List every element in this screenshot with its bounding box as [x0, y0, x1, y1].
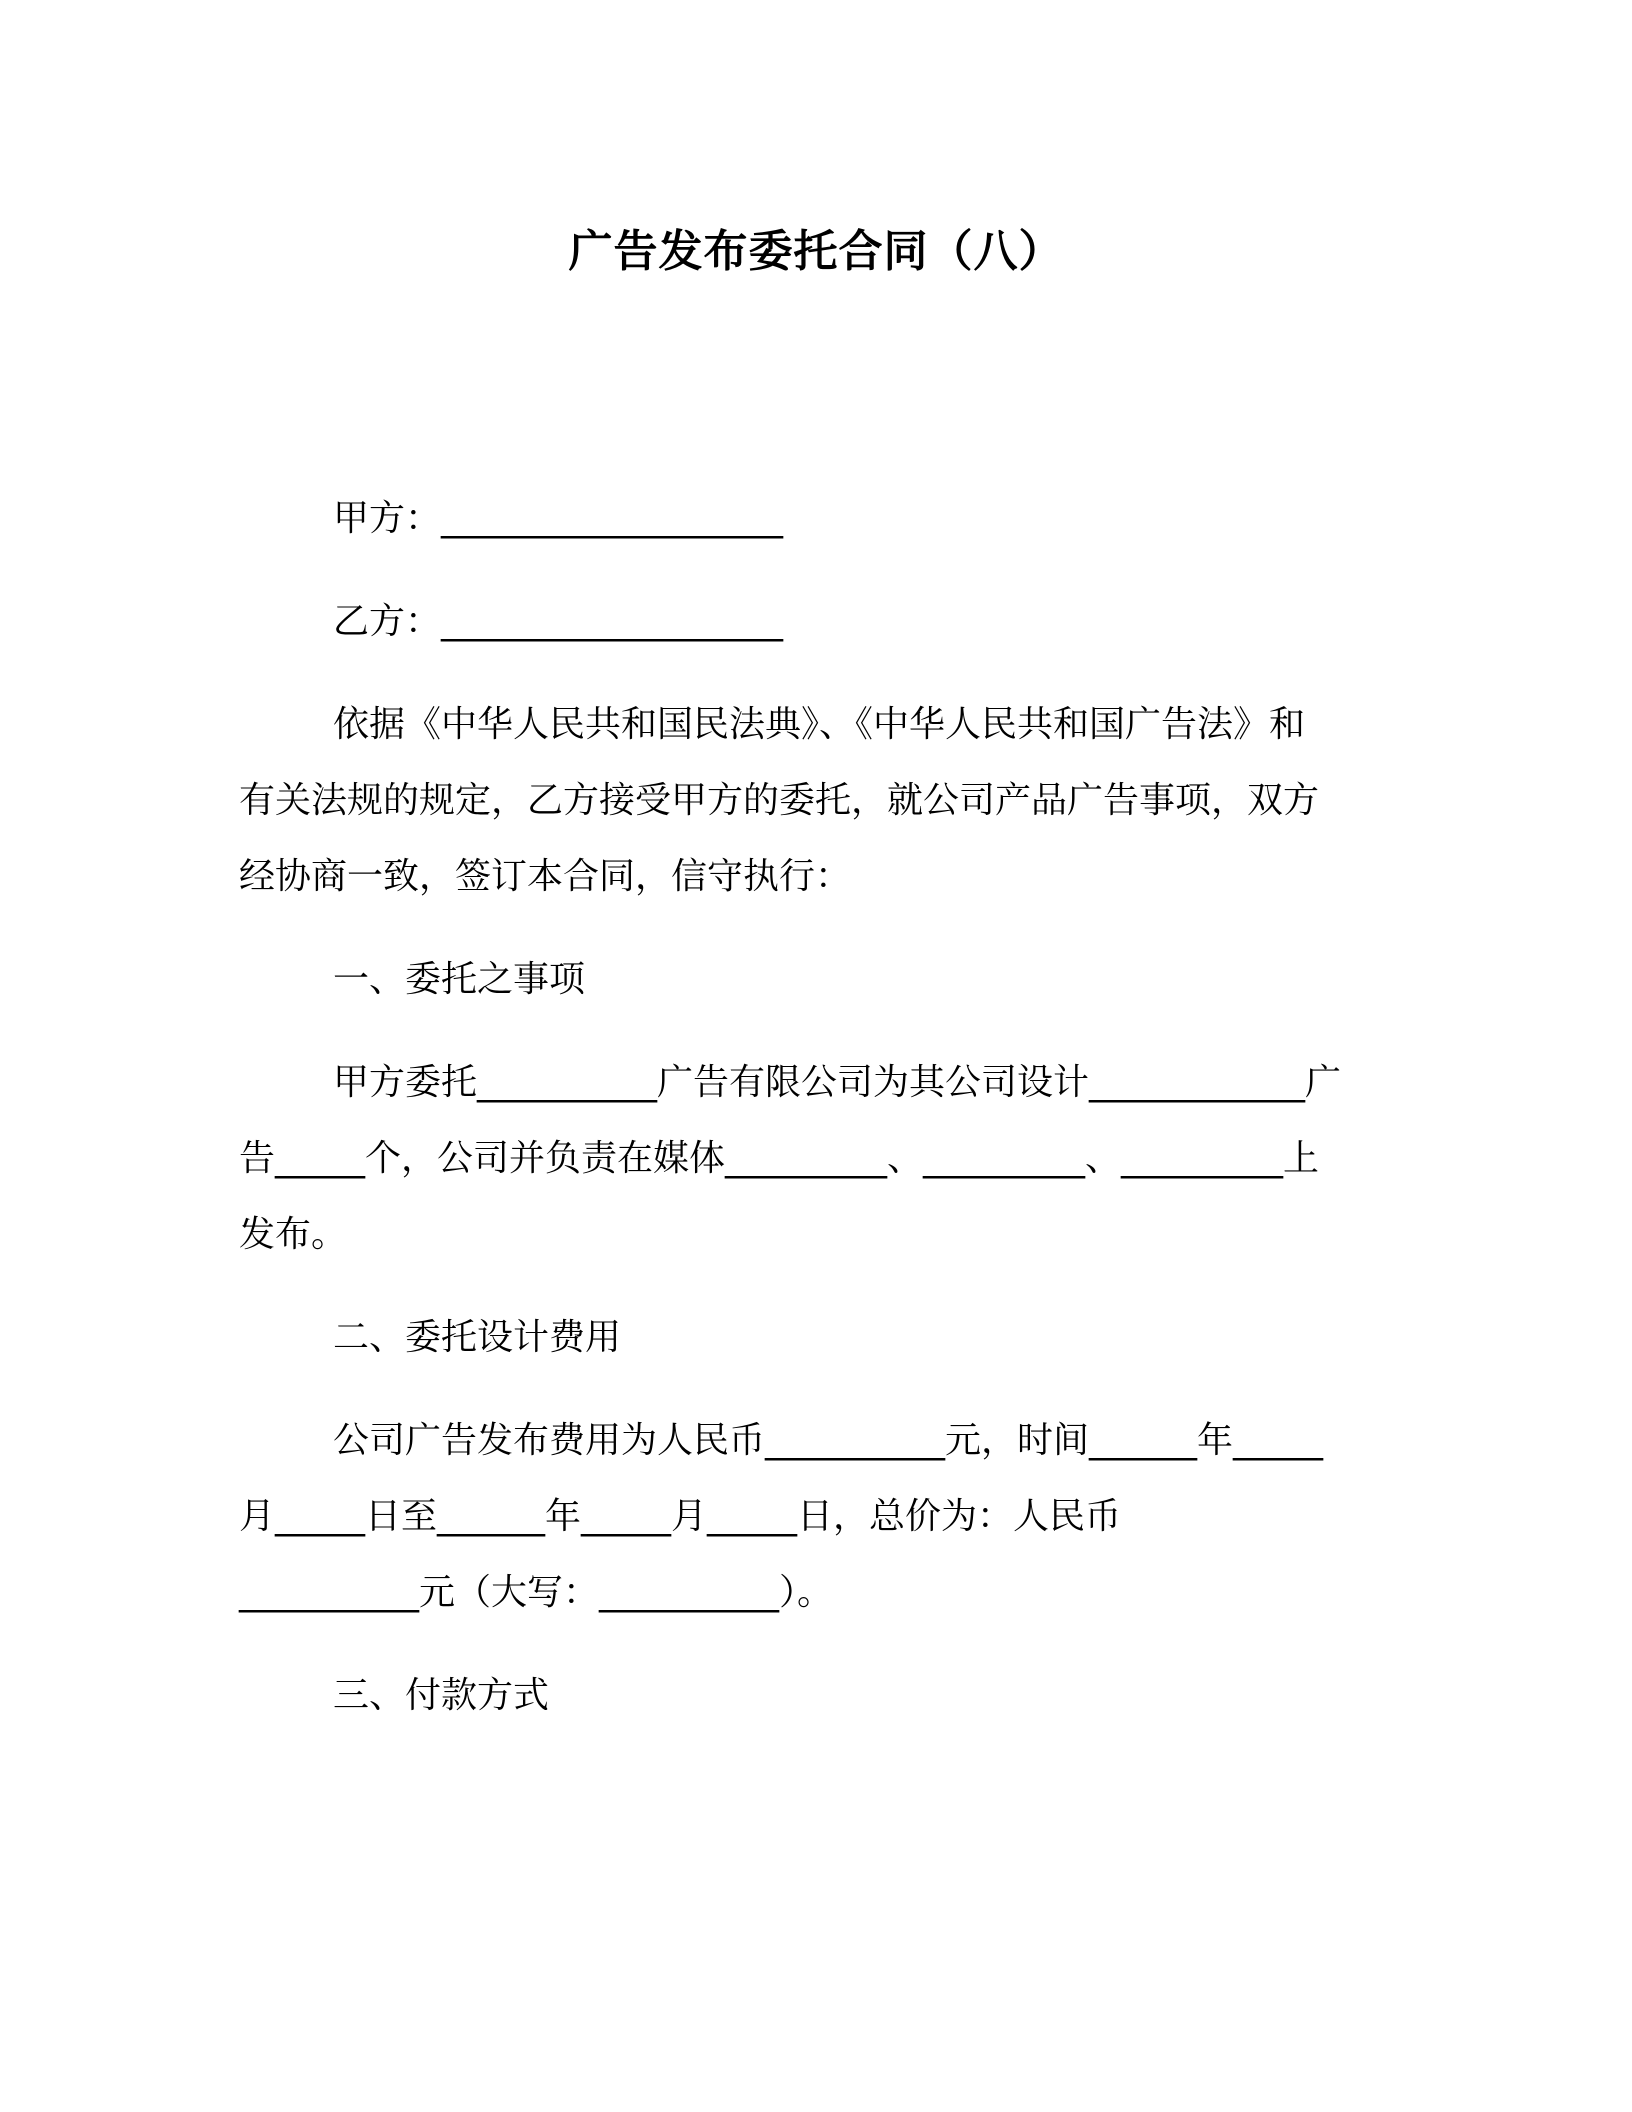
section-2-heading: 二、委托设计费用 [333, 1317, 622, 1358]
section-2-line-3: __________元（大写：__________）。 [239, 1572, 834, 1613]
party-b-line: 乙方：___________________ [333, 601, 784, 642]
preamble-line-2: 有关法规的规定，乙方接受甲方的委托，就公司产品广告事项，双方 [239, 780, 1320, 821]
preamble-line-3: 经协商一致，签订本合同，信守执行： [239, 856, 852, 897]
section-1-line-1: 甲方委托__________广告有限公司为其公司设计____________广 [333, 1062, 1342, 1103]
section-2-line-2: 月_____日至______年_____月_____日，总价为：人民币 [239, 1496, 1122, 1537]
section-3-heading: 三、付款方式 [333, 1675, 550, 1716]
party-a-line: 甲方：___________________ [333, 498, 784, 539]
section-1-line-2: 告_____个，公司并负责在媒体_________、_________、_________上 [239, 1138, 1320, 1179]
preamble-line-1: 依据《中华人民共和国民法典》、《中华人民共和国广告法》和 [333, 704, 1306, 745]
section-1-line-3: 发布。 [239, 1214, 348, 1255]
section-2-line-1: 公司广告发布费用为人民币__________元，时间______年_____ [333, 1420, 1324, 1461]
section-1-heading: 一、委托之事项 [333, 959, 586, 1000]
document-title: 广告发布委托合同（八） [568, 226, 1064, 277]
